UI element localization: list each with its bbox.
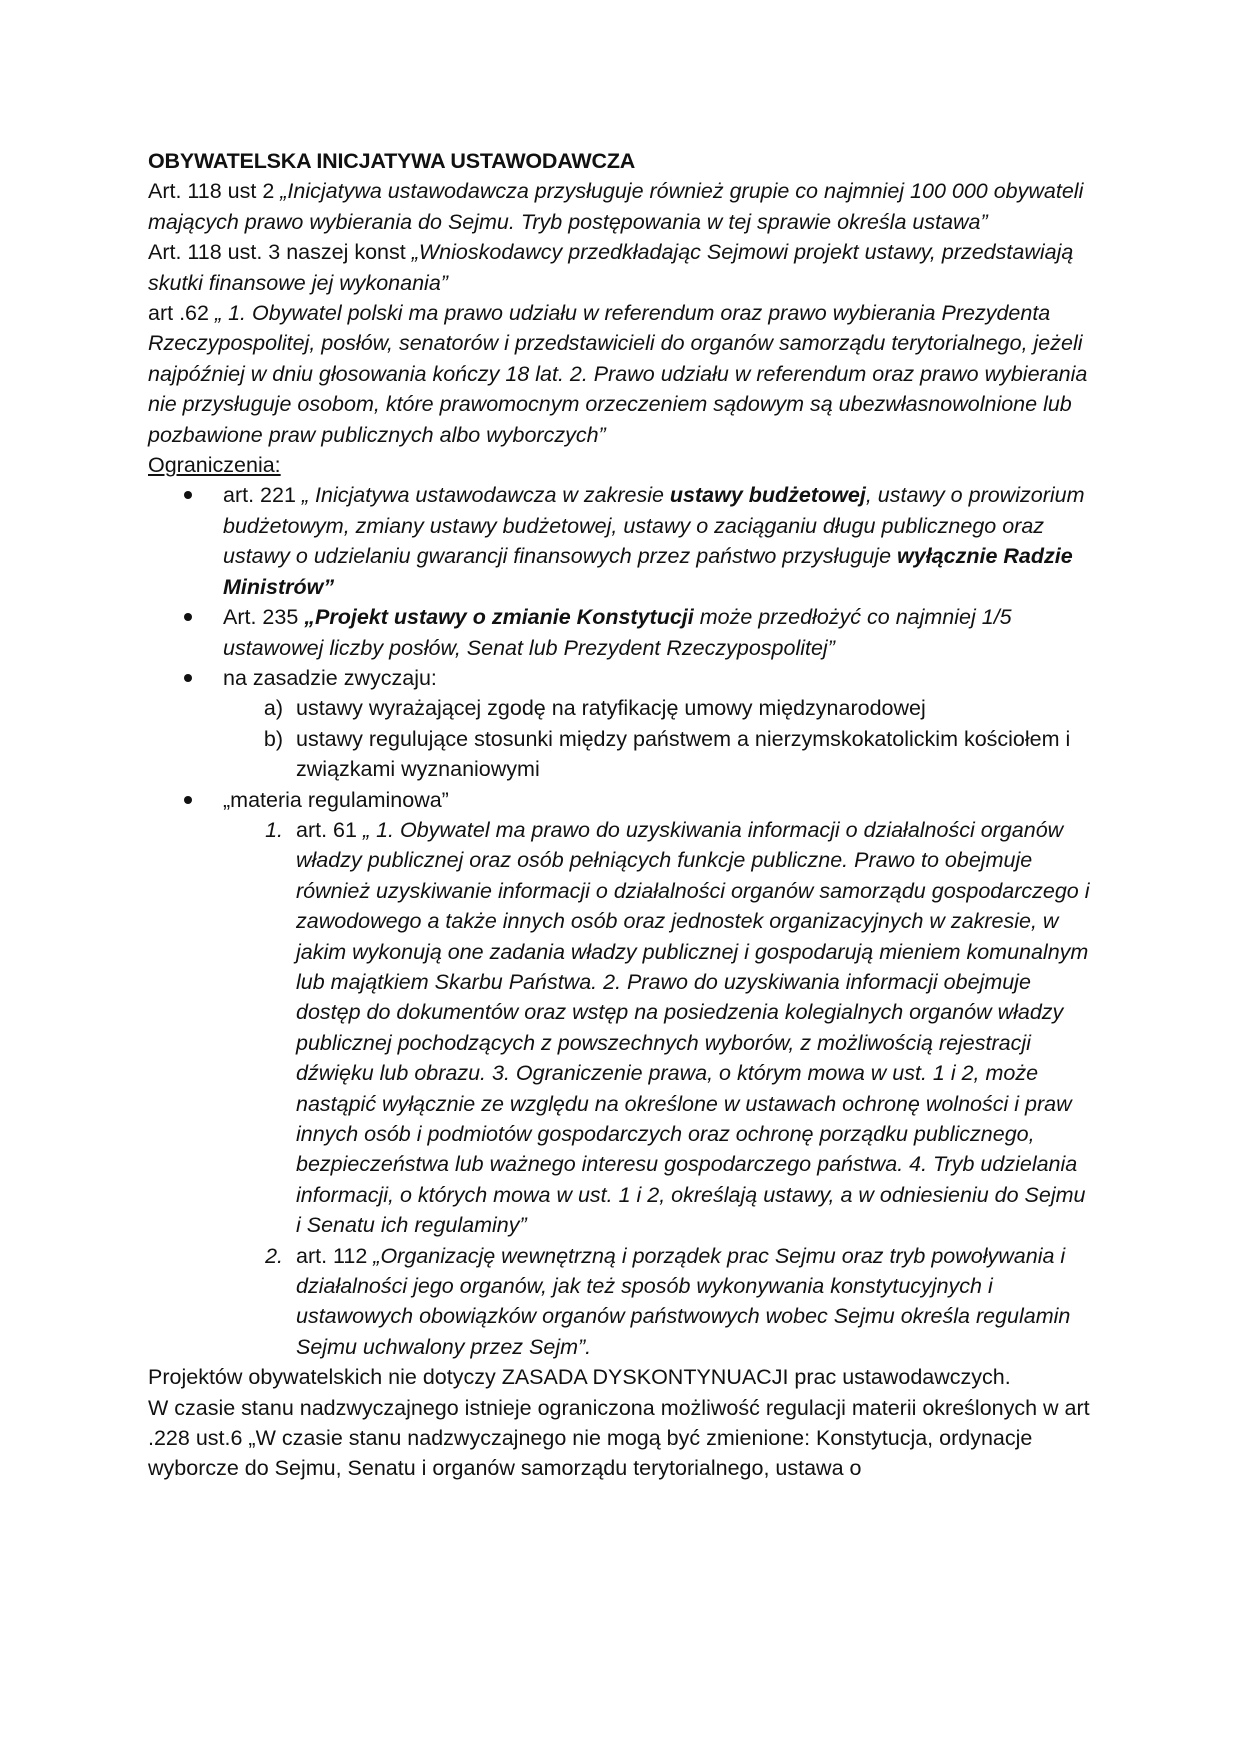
article-reference: art. 221 [223,483,302,508]
sublist-item-art-61 [223,815,1093,1241]
list-item-art-235 [148,602,1093,663]
article-quote: „Organizację wewnętrzną i porządek prac Sejmu oraz tryb powoływania i działalności jego organów, jak też sposób wykonywania konstytucyjnych i ustawowych obowiązków organów państwowych wobec Sejmu określa regulamin Sejmu uchwalony przez Sejm”. [296,1243,1071,1359]
paragraph-discontinuity: Projektów obywatelskich nie dotyczy ZASADA DYSKONTYNUACJI prac ustawodawczych. [148,1365,1011,1390]
article-quote-emphasis: „Projekt ustawy o zmianie Konstytucji [304,605,694,630]
bullet-icon [184,613,192,621]
article-quote: , ustawy o prowizorium budżetowym, zmiany ustawy budżetowej, ustawy o zaciąganiu długu publicznego oraz ustawy o udzielaniu gwarancji finansowych przez państwo przysługuje [223,483,1085,569]
article-reference: art .62 [148,301,215,326]
paragraph-art-118-ust-2 [148,176,1093,237]
list-item-text: na zasadzie zwyczaju: [223,665,437,690]
article-reference: art. 61 [296,817,363,842]
sublist-item-a [223,693,1093,723]
article-reference: art. 112 [296,1243,374,1268]
list-item-text: „materia regulaminowa” [223,787,449,812]
paragraph-emergency-state: W czasie stanu nadzwyczajnego istnieje ograniczona możliwość regulacji materii określonych w art .228 ust.6 „W czasie stanu nadzwyczajnego nie mogą być zmienione: Konstytucja, ordynacje wyborcze do Sejmu, Senatu i organów samorządu terytorialnego, ustawa o [148,1395,1090,1481]
sublist-item-b [223,724,1093,785]
sublist-marker: a) [263,696,283,721]
bullet-icon [184,796,192,804]
article-quote-emphasis: wyłącznie Radzie Ministrów” [223,544,1073,599]
list-item-rules-matter [148,785,1093,1363]
sublist-marker: 1. [265,817,283,842]
article-quote: „ Inicjatywa ustawodawcza w zakresie [301,483,670,508]
list-item-custom-practice [148,663,1093,785]
article-reference: Art. 118 ust. 3 naszej konst [148,240,412,265]
sublist-item-art-112 [223,1241,1093,1363]
paragraph-art-62 [148,298,1093,450]
restrictions-list [148,480,1093,1362]
article-quote-emphasis: ustawy budżetowej [669,483,866,508]
article-quote: może przedłożyć co najmniej 1/5 ustawowej liczby posłów, Senat lub Prezydent Rzeczypospolitej” [223,605,1012,660]
custom-practice-sublist [223,693,1093,784]
restrictions-heading: Ograniczenia: [148,453,281,478]
rules-matter-sublist [223,815,1093,1362]
document-body [148,146,1093,1484]
sublist-marker: 2. [265,1243,283,1268]
article-quote: „ 1. Obywatel ma prawo do uzyskiwania informacji o działalności organów władzy publicznej oraz osób pełniących funkcje publiczne. Prawo to obejmuje również uzyskiwanie informacji o działalności organów samorządu gospodarczego i zawodowego a także innych osób oraz jednostek organizacyjnych w zakresie, w jakim wykonują one zadania władzy publicznej i gospodarują mieniem komunalnym lub majątkiem Skarbu Państwa. 2. Prawo do uzyskiwania informacji obejmuje dostęp do dokumentów oraz wstęp na posiedzenia kolegialnych organów władzy publicznej pochodzących z powszechnych wyborów, z możliwością rejestracji dźwięku lub obrazu. 3. Ograniczenie prawa, o którym mowa w ust. 1 i 2, może nastąpić wyłącznie ze względu na określone w ustawach ochronę wolności i praw innych osób i podmiotów gospodarczych oraz ochronę porządku publicznego, bezpieczeństwa lub ważnego interesu gospodarczego państwa. 4. Tryb udzielania informacji, o których mowa w ust. 1 i 2, określają ustawy, a w odniesieniu do Sejmu i Senatu ich regulaminy” [296,817,1090,1238]
article-quote: „Inicjatywa ustawodawcza przysługuje również grupie co najmniej 100 000 obywateli mających prawo wybierania do Sejmu. Tryb postępowania w tej sprawie określa ustawa” [148,179,1084,234]
bullet-icon [184,674,192,682]
sublist-marker: b) [263,726,283,751]
article-reference: Art. 235 [223,605,305,630]
document-title: OBYWATELSKA INICJATYWA USTAWODAWCZA [148,149,636,173]
sublist-item-text: ustawy regulujące stosunki między państwem a nierzymskokatolickim kościołem i związkami wyznaniowymi [296,726,1071,782]
article-reference: Art. 118 ust 2 [148,179,281,204]
sublist-item-text: ustawy wyrażającej zgodę na ratyfikację umowy międzynarodowej [296,696,926,721]
bullet-icon [184,491,192,499]
list-item-art-221 [148,480,1093,602]
paragraph-art-118-ust-3 [148,237,1093,298]
article-quote: „ 1. Obywatel polski ma prawo udziału w referendum oraz prawo wybierania Prezydenta Rzeczypospolitej, posłów, senatorów i przedstawicieli do organów samorządu terytorialnego, jeżeli najpóźniej w dniu głosowania kończy 18 lat. 2. Prawo udziału w referendum oraz prawo wybierania nie przysługuje osobom, które prawomocnym orzeczeniem sądowym są ubezwłasnowolnione lub pozbawione praw publicznych albo wyborczych” [148,301,1088,447]
article-quote: „Wnioskodawcy przedkładając Sejmowi projekt ustawy, przedstawiają skutki finansowe jej wykonania” [148,240,1074,295]
